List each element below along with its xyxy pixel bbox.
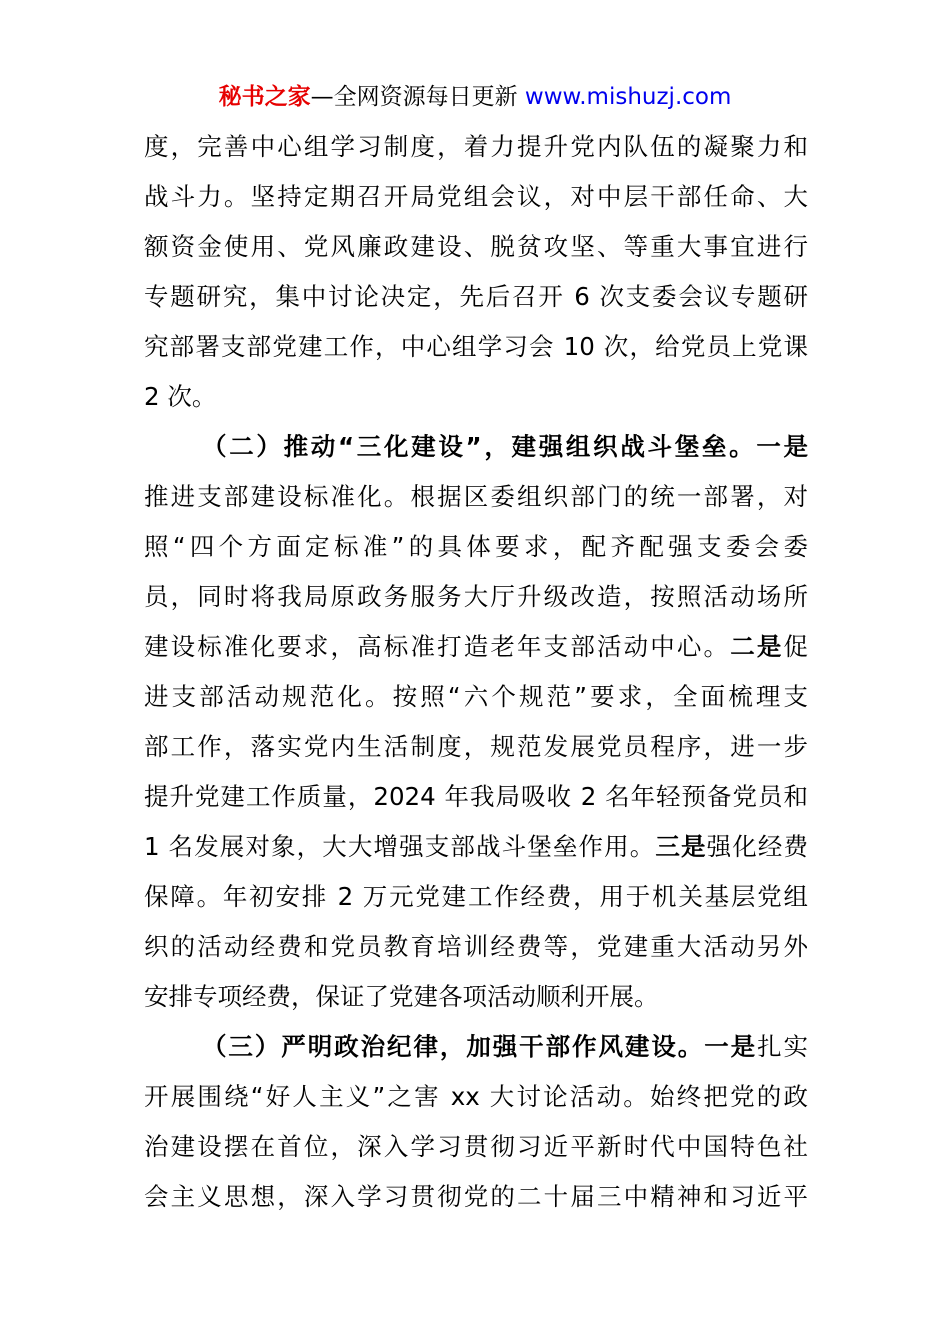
paragraph-3 <box>144 1022 808 1222</box>
section-heading-line <box>144 422 808 472</box>
paragraph-2 <box>144 422 808 1022</box>
text-line: 员，同时将我局原政务服务大厅升级改造，按照活动场所 <box>144 582 808 611</box>
text-line: 度，完善中心组学习制度，着力提升党内队伍的凝聚力和 <box>144 132 808 161</box>
text-line: 保障。年初安排 2 万元党建工作经费，用于机关基层党组 <box>144 882 808 911</box>
text-line: 照“四个方面定标准”的具体要求，配齐配强支委会委 <box>144 532 808 561</box>
text-line: 会主义思想，深入学习贯彻党的二十届三中精神和习近平 <box>144 1182 808 1211</box>
site-url-link[interactable]: www.mishuzj.com <box>524 84 732 110</box>
text-segment: 强化经费 <box>706 832 808 861</box>
text-segment: 1 名发展对象，大大增强支部战斗堡垒作用。 <box>144 832 656 861</box>
text-line: 部工作，落实党内生活制度，规范发展党员程序，进一步 <box>144 732 808 761</box>
text-line: 开展围绕“好人主义”之害 xx 大讨论活动。始终把党的政 <box>144 1082 808 1111</box>
section-heading-line <box>144 1022 808 1072</box>
text-line: 2 次。 <box>144 382 217 411</box>
text-segment: 扎实 <box>757 1032 809 1061</box>
bold-marker: 二是 <box>730 632 784 661</box>
text-line: 究部署支部党建工作，中心组学习会 10 次，给党员上党课 <box>144 332 808 361</box>
text-line: 提升党建工作质量，2024 年我局吸收 2 名年轻预备党员和 <box>144 782 808 811</box>
document-body <box>144 122 808 1222</box>
text-line: 战斗力。坚持定期召开局党组会议，对中层干部任命、大 <box>144 182 808 211</box>
text-segment: 促 <box>783 632 809 661</box>
bold-marker: 三是 <box>655 832 707 861</box>
text-line: 安排专项经费，保证了党建各项活动顺利开展。 <box>144 982 659 1011</box>
paragraph-1 <box>144 122 808 422</box>
site-brand: 秘书之家 <box>218 84 311 110</box>
text-line: 治建设摆在首位，深入学习贯彻习近平新时代中国特色社 <box>144 1132 808 1161</box>
text-line <box>144 622 808 672</box>
text-line: 额资金使用、党风廉政建设、脱贫攻坚、等重大事宜进行 <box>144 232 808 261</box>
text-line: 推进支部建设标准化。根据区委组织部门的统一部署，对 <box>144 482 808 511</box>
text-line <box>144 822 808 872</box>
site-tagline: —全网资源每日更新 <box>310 84 518 110</box>
text-line: 进支部活动规范化。按照“六个规范”要求，全面梳理支 <box>144 682 808 711</box>
site-header <box>0 80 950 114</box>
text-line: 专题研究，集中讨论决定，先后召开 6 次支委会议专题研 <box>144 282 808 311</box>
text-line: 织的活动经费和党员教育培训经费等，党建重大活动另外 <box>144 932 808 961</box>
section-heading: （三）严明政治纪律，加强干部作风建设。 <box>202 1032 705 1061</box>
text-segment: 建设标准化要求，高标准打造老年支部活动中心。 <box>144 632 731 661</box>
bold-marker: 一是 <box>756 432 809 461</box>
bold-marker: 一是 <box>704 1032 758 1061</box>
section-heading: （二）推动“三化建设”，建强组织战斗堡垒。 <box>202 432 757 461</box>
